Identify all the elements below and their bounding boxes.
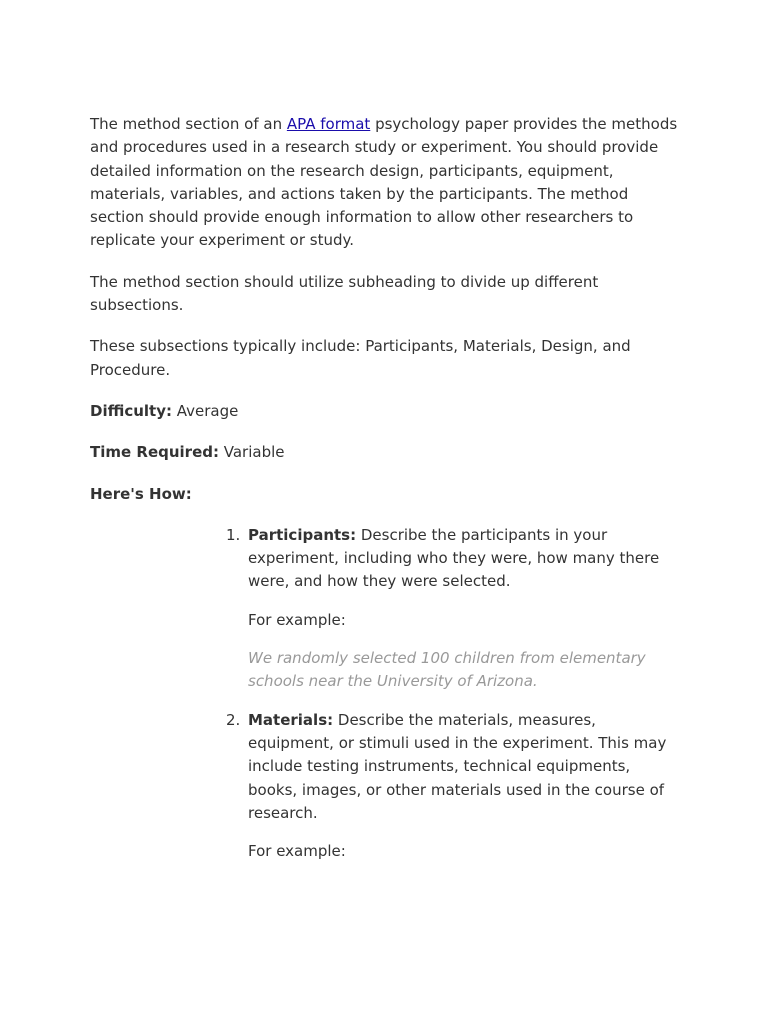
steps-list xyxy=(90,524,678,864)
howto-heading xyxy=(90,483,678,506)
intro-text-before-link: The method section of an xyxy=(90,115,287,133)
step-title: Materials: xyxy=(248,710,334,729)
intro-paragraph-1 xyxy=(90,113,682,253)
example-label: For example: xyxy=(248,610,346,629)
intro-paragraph-3: These subsections typically include: Participants, Materials, Design, and Procedure. xyxy=(90,337,631,379)
difficulty-label: Difficulty: xyxy=(90,401,172,420)
time-required-value: Variable xyxy=(219,443,285,462)
step-text: Describe the participants in your experiment, including who they were, how many there were, and how they were selected. xyxy=(248,525,660,591)
step-item-materials xyxy=(226,709,680,864)
step-title: Participants: xyxy=(248,525,357,544)
step-item-participants xyxy=(226,524,680,694)
step-text: Describe the materials, measures, equipment, or stimuli used in the experiment. This may include testing instruments, technical equipments, books, images, or other materials used in the course of research. xyxy=(248,710,667,822)
step-description xyxy=(248,524,680,594)
example-label: For example: xyxy=(248,842,346,861)
step-description xyxy=(248,709,680,825)
intro-paragraph-2: The method section should utilize subheading to divide up different subsections. xyxy=(90,272,599,315)
howto-label: Here's How: xyxy=(90,484,192,503)
time-required-label: Time Required: xyxy=(90,443,219,462)
intro-text-after-link: psychology paper provides the methods and procedures used in a research study or experiment. You should provide detailed information on the research design, participants, equipment, materials, variables, and actions taken by the participants. The method section should provide enough information to allow other researchers to replicate your experiment or study. xyxy=(90,115,678,250)
example-text: We randomly selected 100 children from elementary schools near the University of Arizona. xyxy=(248,649,646,691)
time-required-line xyxy=(90,441,678,464)
step-number: 2. xyxy=(226,710,241,729)
step-number: 1. xyxy=(226,525,241,544)
difficulty-value: Average xyxy=(171,401,239,420)
difficulty-line xyxy=(90,400,678,423)
apa-format-link[interactable]: APA format xyxy=(286,115,371,133)
